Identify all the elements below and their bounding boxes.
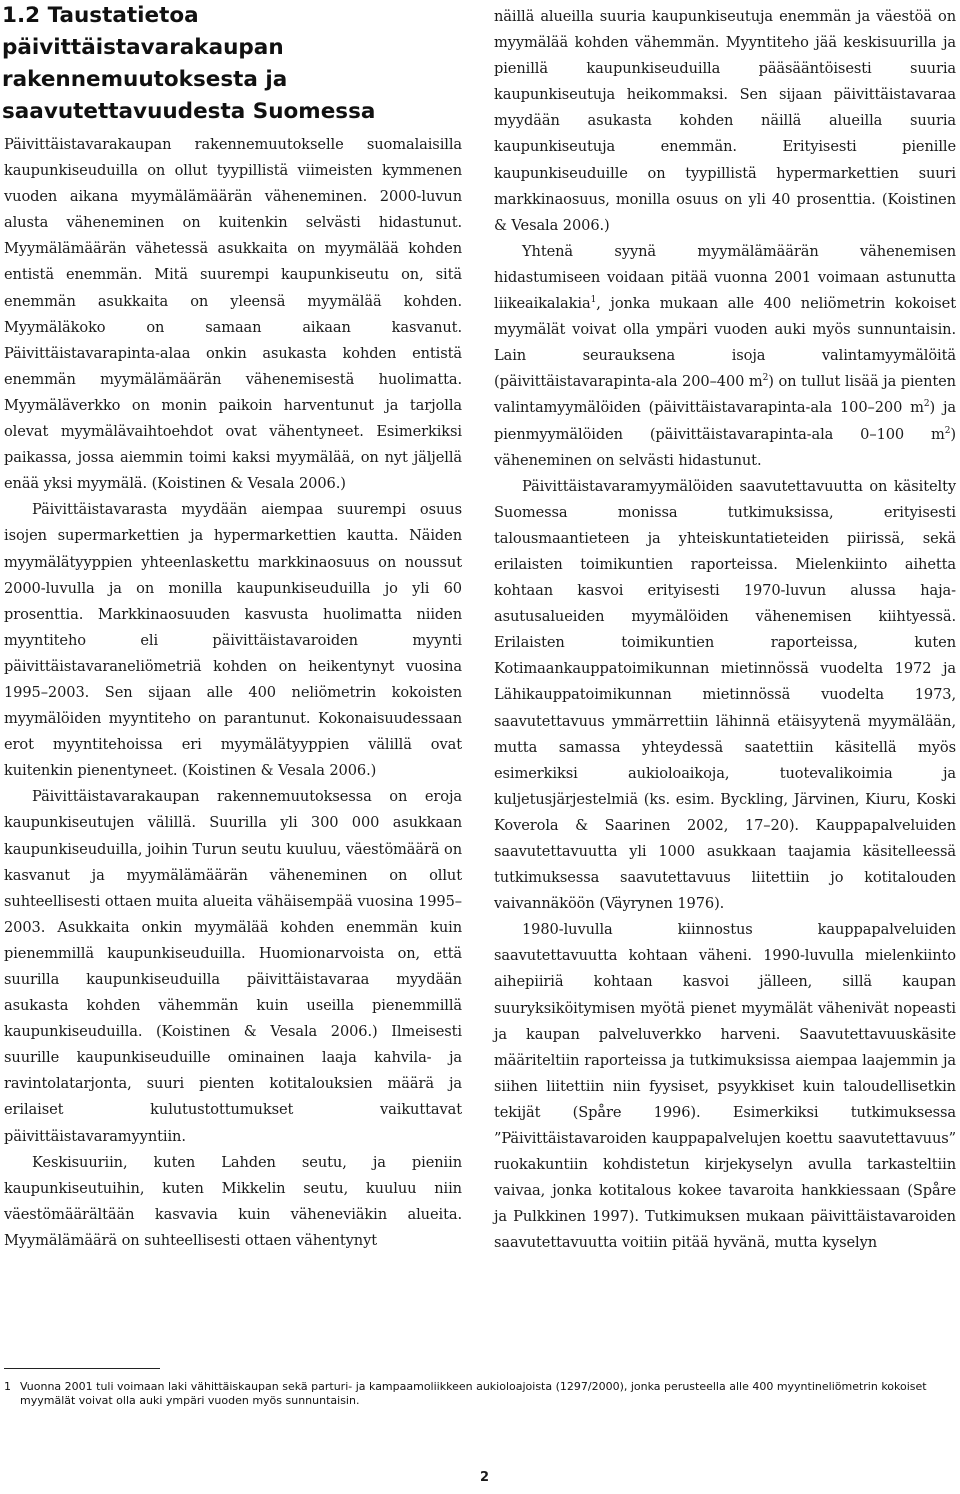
right-column <box>494 4 956 1257</box>
paragraph: 1980-luvulla kiinnostus kauppapalveluiden saavutettavuutta kohtaan väheni. 1990-luvulla mielenkiinto aihepiiriä kohtaan kasvoi jälleen, sillä kaupan suuryksiköitymisen myötä pienet myymälät vähenivät nopeasti ja kaupan palveluverkko harveni. Saavutettavuuskäsite määriteltiin raporteissa ja tutkimuksissa aiempaa laajemmin ja siihen liitettiin niin fyysiset, psyykkiset kuin taloudellisetkin tekijät (Spåre 1996). Esimerkiksi tutkimuksessa ”Päivittäistavaroiden kauppapalvelujen koettu saavutettavuus” ruokakuntiin kohdistetun kirjekyselyn avulla tarkasteltiin vaivaa, jonka kotitalous kokee tavaroita hankkiessaan (Spåre ja Pulkkinen 1997). Tutkimuksen mukaan päivittäistavaroiden saavutettavuutta voitiin pitää hyvänä, mutta kyselyn <box>494 921 956 1252</box>
footnote-divider <box>4 1368 160 1369</box>
superscript: 2 <box>944 425 951 436</box>
section-heading-line: 1.2 Taustatietoa päivittäistavarakaupan <box>2 3 284 60</box>
paragraph: Päivittäistavarakaupan rakennemuutoksessa on eroja kaupunkiseutujen välillä. Suurilla yli 300 000 asukkaan kaupunkiseuduilla, joihin Turun seutu kuuluu, väestömäärä on kasvanut ja myymälämäärän väheneminen on ollut suhteellisesti ottaen muita alueita vähäisempää vuosina 1995–2003. Asukkaita onkin myymälää kohden enemmän kuin pienemmillä kaupunkiseuduilla. Huomionarvoista on, että suurilla kaupunkiseuduilla päivittäistavaraa myydään asukasta kohden vähemmän kuin useilla pienemmillä kaupunkiseuduilla. (Koistinen & Vesala 2006.) Ilmeisesti suurille kaupunkiseuduille ominainen laaja kahvila- ja ravintolatarjonta, suuri pienten kotitalouksien määrä ja erilaiset kulutustottumukset vaikuttavat päivittäistavaramyyntiin. <box>4 788 462 1145</box>
paragraph: Päivittäistavarakaupan rakennemuutokselle suomalaisilla kaupunkiseuduilla on ollut tyypillistä viimeisten kymmenen vuoden aikana myymälämäärän väheneminen. 2000-luvun alusta väheneminen on kuitenkin selvästi hidastunut. Myymälämäärän vähetessä asukkaita on myymälää kohden entistä enemmän. Mitä suurempi kaupunkiseutu on, sitä enemmän asukkaita on yleensä myymälää kohden. Myymäläkoko on samaan aikaan kasvanut. Päivittäistavarapinta-alaa onkin asukasta kohden entistä enemmän myymälämäärän vähenemisestä huolimatta. Myymäläverkko on monin paikoin harventunut ja tarjolla olevat myymälävaihtoehdot ovat vähentyneet. Esimerkiksi paikassa, jossa aiemmin toimi kaksi myymälää, on nyt jäljellä enää yksi myymälä. (Koistinen & Vesala 2006.) <box>4 136 462 493</box>
paragraph: Päivittäistavarasta myydään aiempaa suurempi osuus isojen supermarkettien ja hypermarkettien kautta. Näiden myymälätyyppien yhteenlaskettu markkinaosuus on noussut 2000-luvulla ja on monilla kaupunkiseuduilla jo yli 60 prosenttia. Markkinaosuuden kasvusta huolimatta niiden myyntiteho eli päivittäistavaroiden myynti päivittäistavaraneliömetriä kohden on heikentynyt vuosina 1995–2003. Sen sijaan alle 400 neliömetrin kokoisten myymälöiden myyntiteho on parantunut. Kokonaisuudessaan erot myyntitehoissa eri myymälätyyppien välillä ovat kuitenkin pienentyneet. (Koistinen & Vesala 2006.) <box>4 501 462 780</box>
text-run: , jonka mukaan alle 400 neliömetrin kokoiset myymälät voivat olla ympäri vuoden auki myös sunnuntaisin. Lain seurauksena isoja valintamyymälöitä (päivittäistavarapinta-ala 200–400 m <box>494 295 956 391</box>
superscript: 2 <box>923 399 930 410</box>
footnote-number: 1 <box>4 1380 11 1393</box>
text-run: ) on tullut lisää ja pienten valintamyymälöiden (päivittäistavarapinta-ala 100–200 m <box>494 373 956 417</box>
section-heading-line: rakennemuutoksesta ja <box>2 67 288 92</box>
section-heading-line: saavutettavuudesta Suomessa <box>2 99 376 124</box>
left-column <box>4 132 462 1254</box>
text-run: ) väheneminen on selvästi hidastunut. <box>494 425 956 469</box>
footnote <box>4 1380 960 1408</box>
section-heading <box>2 0 472 128</box>
paragraph: Keskisuuriin, kuten Lahden seutu, ja pieniin kaupunkiseutuihin, kuten Mikkelin seutu, kuuluu niin väestömäärältään kasvavia kuin väheneviäkin alueita. Myymälämäärä on suhteellisesti ottaen vähentynyt <box>4 1153 462 1249</box>
text-run: ) ja pienmyymälöiden (päivittäistavarapinta-ala 0–100 m <box>494 399 956 443</box>
text-run: Yhtenä syynä myymälämäärän vähenemisen hidastumiseen voidaan pitää vuonna 2001 voimaan astunutta liikeaikalakia <box>494 242 956 313</box>
paragraph: näillä alueilla suuria kaupunkiseutuja enemmän ja väestöä on myymälää kohden vähemmän. Myyntiteho jää keskisuurilla ja pienillä kaupunkiseuduilla pääsääntöisesti suuria kaupunkiseutuja heikommaksi. Sen sijaan päivittäistavaraa myydään asukasta kohden näillä alueilla suuria kaupunkiseutuja enemmän. Erityisesti pienille kaupunkiseuduille on tyypillistä hypermarkettien suuri markkinaosuus, monilla osuus on yli 40 prosenttia. (Koistinen & Vesala 2006.) <box>494 8 956 234</box>
footnote-reference[interactable]: 1 <box>590 295 597 306</box>
superscript: 2 <box>762 373 769 384</box>
page-number: 2 <box>480 1470 490 1485</box>
footnote-text: Vuonna 2001 tuli voimaan laki vähittäiskaupan sekä parturi- ja kampaamoliikkeen aukioloajoista (1297/2000), jonka perusteella alle 400 myyntineliömetrin kokoiset myymälät voivat olla auki ympäri vuoden myös sunnuntaisin. <box>20 1380 927 1407</box>
paragraph <box>494 239 956 474</box>
paragraph: Päivittäistavaramyymälöiden saavutettavuutta on käsitelty Suomessa monissa tutkimuksissa, erityisesti talousmaantieteen ja yhteiskuntatieteiden piirissä, sekä erilaisten toimikuntien raporteissa. Mielenkiinto aihetta kohtaan kasvoi erityisesti 1970-luvun alussa haja-asutusalueiden myymälöiden vähenemisen kiihtyessä. Erilaisten toimikuntien raporteissa, kuten Kotimaankauppatoimikunnan mietinnössä vuodelta 1972 ja Lähikauppatoimikunnan mietinnössä vuodelta 1973, saavutettavuus ymmärrettiin lähinnä etäisyytenä myymälään, mutta samassa yhteydessä saatettiin käsitellä myös esimerkiksi aukioloaikoja, tuotevalikoimia ja kuljetusjärjestelmiä (ks. esim. Byckling, Järvinen, Kiuru, Koski Koverola & Saarinen 2002, 17–20). Kauppapalveluiden saavutettavuutta yli 1000 asukkaan taajamia käsitelleessä tutkimuksessa saavutettavuus liitettiin jo kotitalouden vaivannäköön (Väyrynen 1976). <box>494 477 956 913</box>
